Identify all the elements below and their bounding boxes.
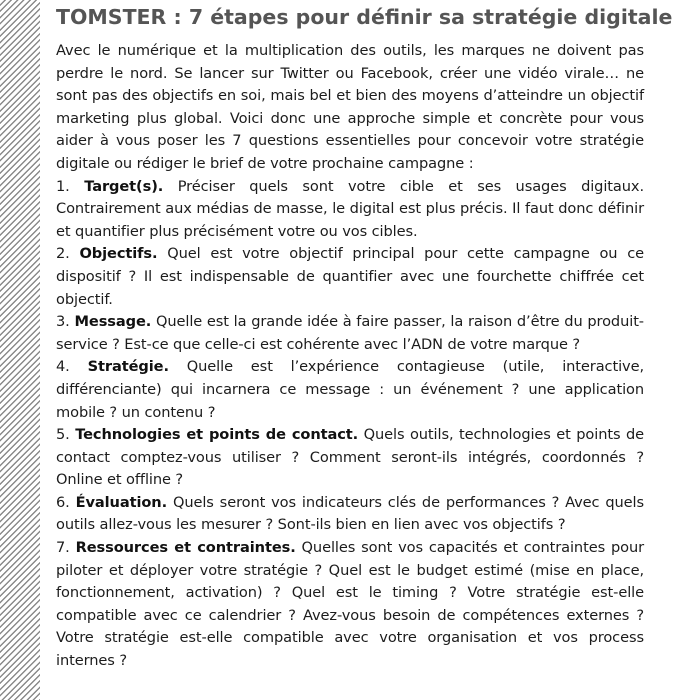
- step-item: [56, 243, 644, 311]
- step-text: Quels seront vos indicateurs clés de performances ? Avec quels outils allez-vous les mesurer ? Sont-ils bien en lien avec vos objectifs ?: [56, 493, 645, 534]
- step-item: [56, 356, 644, 424]
- step-item: [56, 311, 644, 356]
- step-heading: Message.: [74, 313, 152, 331]
- step-text: Quelle est la grande idée à faire passer, la raison d’être du produit-service ? Est-ce que celle-ci est cohérente avec l’ADN de votre marque ?: [56, 313, 644, 353]
- step-number: 2.: [56, 245, 70, 263]
- step-number: 7.: [56, 539, 70, 557]
- article-title: TOMSTER : 7 étapes pour définir sa stratégie digitale: [56, 5, 673, 29]
- step-text: Quels outils, technologies et points de contact comptez-vous utiliser ? Comment seront-ils intégrés, coordonnés ? Online et offline ?: [56, 426, 644, 489]
- step-text: Préciser quels sont votre cible et ses usages digitaux. Contrairement aux médias de masse, le digital est plus précis. Il faut donc définir et quantifier plus précisément votre ou vos cibles.: [56, 177, 644, 240]
- article: [56, 2, 673, 673]
- step-number: 6.: [56, 493, 70, 511]
- step-heading: Ressources et contraintes.: [75, 539, 296, 557]
- step-text: Quelle est l’expérience contagieuse (utile, interactive, différenciante) qui incarnera ce message : un événement ? une application mobile ? un contenu ?: [56, 358, 644, 421]
- hatched-margin-decoration: [0, 0, 40, 700]
- step-heading: Évaluation.: [75, 493, 168, 511]
- step-text: Quel est votre objectif principal pour cette campagne ou ce dispositif ? Il est indispensable de quantifier avec une fourchette chiffrée cet objectif.: [56, 245, 645, 308]
- step-heading: Target(s).: [84, 177, 164, 195]
- article-body: [56, 40, 644, 673]
- step-number: 4.: [56, 358, 70, 376]
- step-number: 3.: [56, 313, 70, 331]
- step-item: [56, 424, 644, 492]
- step-item: [56, 537, 644, 673]
- intro-paragraph: Avec le numérique et la multiplication des outils, les marques ne doivent pas perdre le nord. Se lancer sur Twitter ou Facebook, créer une vidéo virale… ne sont pas des objectifs en soi, mais bel et bien des moyens d’atteindre un objectif marketing plus global. Voici donc une approche simple et concrète pour vous aider à vous poser les 7 questions essentielles pour concevoir votre stratégie digitale ou rédiger le brief de votre prochaine campagne :: [56, 42, 644, 172]
- step-item: [56, 176, 644, 244]
- step-text: Quelles sont vos capacités et contraintes pour piloter et déployer votre stratégie ? Quel est le budget estimé (mise en place, fonctionnement, activation) ? Quel est le timing ? Votre stratégie est-elle compatible avec ce calendrier ? Avez-vous besoin de compétences externes ? Votre stratégie est-elle compatible avec votre organisation et vos process internes ?: [56, 539, 644, 670]
- step-heading: Objectifs.: [79, 245, 158, 263]
- step-item: [56, 492, 644, 537]
- step-number: 5.: [56, 426, 70, 444]
- step-number: 1.: [56, 177, 70, 195]
- step-heading: Technologies et points de contact.: [75, 426, 359, 444]
- step-heading: Stratégie.: [87, 358, 169, 376]
